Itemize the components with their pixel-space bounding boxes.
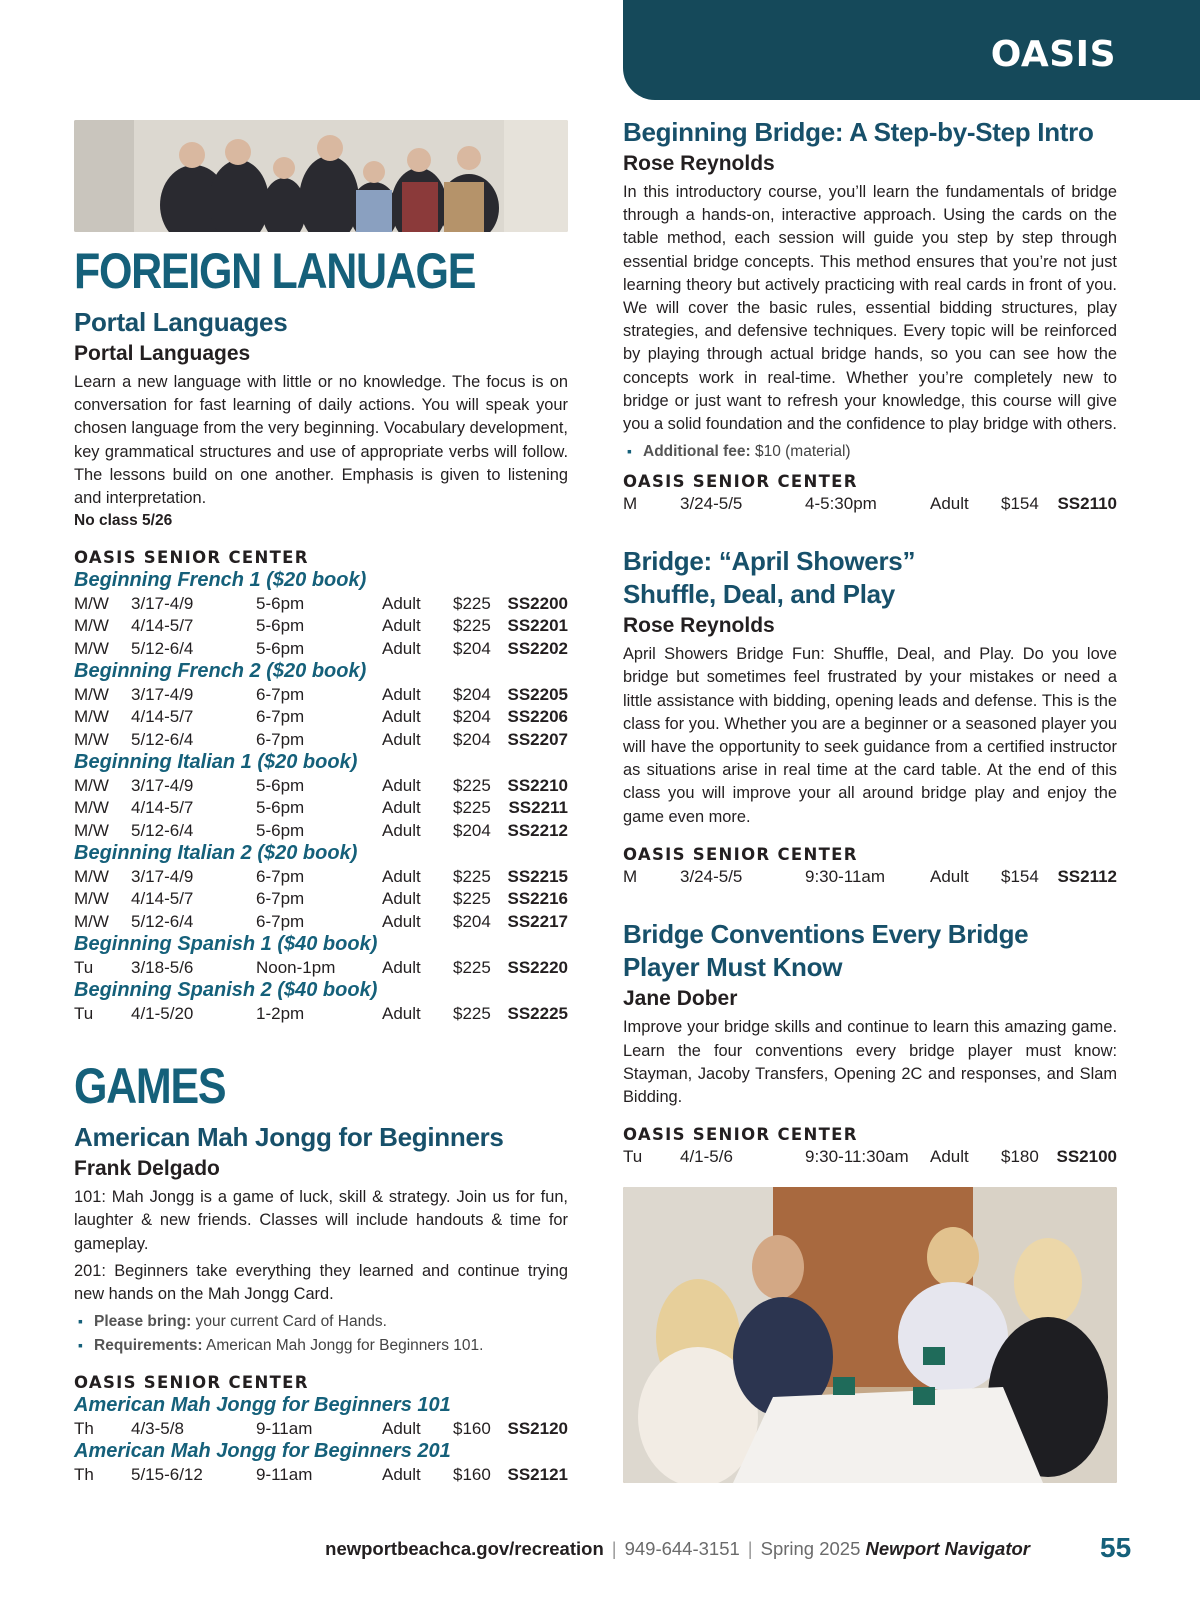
days: M: [623, 866, 638, 886]
instructor-portal-languages: Portal Languages: [74, 342, 251, 365]
bullet-label: Please bring:: [94, 1313, 192, 1331]
course-description: Learn a new language with little or no knowledge. The focus is on conversation for fast learning of daily actions. You will speak your chosen language from the very beginning. Vocabulary development, key grammatical structures and use of appropriate verbs will follow. The lessons build on one another. Emphasis is given to listening and interpretation.: [74, 373, 568, 508]
schedule-row: [623, 493, 1117, 516]
time: 5-6pm: [256, 638, 305, 658]
schedule-group: [74, 979, 568, 1025]
age: Adult: [382, 1003, 421, 1023]
dates: 4/14-5/7: [131, 616, 194, 636]
age: Adult: [382, 707, 421, 727]
age: Adult: [382, 729, 421, 749]
course-code: SS2215: [507, 866, 568, 886]
title-line: Shuffle, Deal, and Play: [623, 579, 895, 610]
fee: $160: [453, 1464, 491, 1484]
time: 1-2pm: [256, 1003, 305, 1023]
course-code: SS2201: [507, 616, 568, 636]
title-line: Player Must Know: [623, 952, 843, 983]
bridge-players-photo: [623, 1187, 1117, 1483]
schedule-row: [74, 797, 568, 820]
course-description-201: 201: Beginners take everything they learned and continue trying new hands on the Mah Jongg Card.: [74, 1261, 568, 1304]
page-footer: [0, 1530, 1200, 1570]
fee: $225: [453, 866, 491, 886]
footer-separator: |: [611, 1538, 617, 1559]
bullet-text: your current Card of Hands.: [195, 1313, 387, 1331]
fee: $160: [453, 1418, 491, 1438]
course-code: SS2210: [507, 775, 568, 795]
bullet-label: Additional fee:: [643, 443, 751, 461]
fee: $225: [453, 775, 491, 795]
age: Adult: [382, 889, 421, 909]
dates: 3/24-5/5: [680, 493, 743, 513]
age: Adult: [382, 957, 421, 977]
schedule-row: [623, 1146, 1117, 1169]
age: Adult: [382, 798, 421, 818]
schedule-row: [74, 729, 568, 752]
age: Adult: [382, 775, 421, 795]
schedule-group-title: Beginning Italian 1 ($20 book): [74, 751, 358, 774]
fee: $204: [453, 729, 491, 749]
days: Th: [74, 1464, 94, 1484]
dates: 3/17-4/9: [131, 684, 194, 704]
schedule-row: [74, 888, 568, 911]
right-column: [623, 116, 1117, 1483]
age: Adult: [382, 1464, 421, 1484]
schedule-row: [74, 638, 568, 661]
schedule-row: [74, 1003, 568, 1026]
dates: 5/12-6/4: [131, 729, 194, 749]
schedule-row: [74, 684, 568, 707]
schedule-row: [74, 866, 568, 889]
dates: 4/1-5/20: [131, 1003, 194, 1023]
age: Adult: [930, 1147, 969, 1167]
schedule-group-title: Beginning Italian 2 ($20 book): [74, 842, 358, 865]
schedule-group: [74, 660, 568, 751]
schedule-row: [74, 957, 568, 980]
schedule-group: [74, 751, 568, 842]
list-item: [94, 1334, 568, 1358]
fee: $225: [453, 1003, 491, 1023]
dates: 5/12-6/4: [131, 638, 194, 658]
days: Th: [74, 1418, 94, 1438]
time: 9-11am: [256, 1418, 313, 1438]
course-title-april-showers: [623, 545, 1117, 611]
header-title: OASIS: [990, 34, 1116, 75]
page-number: 55: [1100, 1532, 1132, 1563]
list-item: [643, 440, 1117, 464]
location-label: OASIS SENIOR CENTER: [74, 1373, 309, 1393]
schedule-row: [74, 593, 568, 616]
course-code: SS2121: [507, 1464, 568, 1484]
course-title-portal-languages: Portal Languages: [74, 307, 288, 337]
days: M/W: [74, 707, 109, 727]
schedule-group-title: American Mah Jongg for Beginners 201: [74, 1440, 451, 1463]
dates: 4/14-5/7: [131, 889, 194, 909]
course-note: No class 5/26: [74, 512, 173, 530]
schedule-group: [74, 1394, 568, 1440]
schedule-group: [74, 569, 568, 660]
schedule-table: [74, 1418, 568, 1441]
fee: $204: [453, 820, 491, 840]
fee: $154: [1001, 493, 1039, 513]
days: Tu: [623, 1147, 643, 1167]
days: M/W: [74, 798, 109, 818]
course-code: SS2212: [507, 820, 568, 840]
days: M/W: [74, 820, 109, 840]
age: Adult: [382, 866, 421, 886]
dates: 4/14-5/7: [131, 707, 194, 727]
dates: 3/24-5/5: [680, 866, 743, 886]
dates: 3/17-4/9: [131, 593, 194, 613]
dates: 4/3-5/8: [131, 1418, 184, 1438]
fee: $225: [453, 889, 491, 909]
course-code: SS2217: [507, 911, 568, 931]
fee: $204: [453, 707, 491, 727]
days: Tu: [74, 1003, 94, 1023]
schedule-row: [74, 615, 568, 638]
age: Adult: [382, 684, 421, 704]
age: Adult: [382, 820, 421, 840]
location-label: OASIS SENIOR CENTER: [623, 471, 858, 491]
time: 4-5:30pm: [805, 493, 877, 513]
course-code: SS2100: [1056, 1147, 1117, 1167]
fee: $180: [1001, 1147, 1039, 1167]
schedule-group: [74, 933, 568, 979]
days: M/W: [74, 638, 109, 658]
schedule-table: [623, 866, 1117, 889]
schedule-row: [623, 866, 1117, 889]
time: 6-7pm: [256, 684, 305, 704]
time: 9:30-11:30am: [805, 1147, 909, 1167]
schedule-row: [74, 911, 568, 934]
schedule-group-title: Beginning French 2 ($20 book): [74, 660, 367, 683]
footer-separator: |: [747, 1538, 753, 1559]
left-column: [74, 120, 568, 1486]
time: 5-6pm: [256, 775, 305, 795]
title-line: Bridge: “April Showers”: [623, 546, 916, 577]
schedule-row: [74, 1464, 568, 1487]
days: M/W: [74, 729, 109, 749]
fee: $204: [453, 684, 491, 704]
days: M/W: [74, 911, 109, 931]
location-label: OASIS SENIOR CENTER: [74, 548, 309, 568]
days: M: [623, 493, 638, 513]
age: Adult: [382, 911, 421, 931]
age: Adult: [930, 493, 969, 513]
days: Tu: [74, 957, 94, 977]
schedule-table: [74, 1003, 568, 1026]
time: Noon-1pm: [256, 957, 336, 977]
course-code: SS2202: [507, 638, 568, 658]
list-item: [94, 1310, 568, 1334]
footer-season: Spring 2025: [760, 1538, 861, 1559]
course-code: SS2211: [508, 798, 568, 818]
course-code: SS2205: [507, 684, 568, 704]
age: Adult: [382, 616, 421, 636]
bullet-text: $10 (material): [754, 443, 851, 461]
course-title-mah-jongg: American Mah Jongg for Beginners: [74, 1122, 504, 1153]
schedule-row: [74, 820, 568, 843]
fee: $154: [1001, 866, 1039, 886]
schedule-group-title: Beginning Spanish 1 ($40 book): [74, 933, 378, 956]
days: M/W: [74, 684, 109, 704]
time: 5-6pm: [256, 820, 305, 840]
bullet-text: American Mah Jongg for Beginners 101.: [205, 1336, 484, 1354]
age: Adult: [382, 638, 421, 658]
course-code: SS2110: [1057, 493, 1117, 513]
title-line: Bridge Conventions Every Bridge: [623, 919, 1029, 950]
schedule-row: [74, 1418, 568, 1441]
time: 6-7pm: [256, 729, 305, 749]
time: 5-6pm: [256, 798, 305, 818]
days: M/W: [74, 616, 109, 636]
course-code: SS2220: [507, 957, 568, 977]
schedule-group-title: Beginning Spanish 2 ($40 book): [74, 979, 378, 1002]
bullet-label: Requirements:: [94, 1336, 203, 1354]
age: Adult: [382, 1418, 421, 1438]
course-description: Improve your bridge skills and continue to learn this amazing game. Learn the four conventions every bridge player must know: Stayman, Jacoby Transfers, Opening 2C and responses, and Slam Bidding.: [623, 1018, 1117, 1106]
course-code: SS2120: [507, 1418, 568, 1438]
instructor-frank-delgado: Frank Delgado: [74, 1157, 220, 1181]
time: 6-7pm: [256, 707, 305, 727]
time: 9:30-11am: [805, 866, 886, 886]
schedule-table: [623, 1146, 1117, 1169]
group-photo: [74, 120, 568, 232]
section-title-games: GAMES: [74, 1058, 226, 1115]
time: 9-11am: [256, 1464, 313, 1484]
age: Adult: [382, 593, 421, 613]
schedule-table: [74, 957, 568, 980]
days: M/W: [74, 775, 109, 795]
course-code: SS2225: [507, 1003, 568, 1023]
footer-magazine: Newport Navigator: [865, 1538, 1030, 1559]
dates: 5/12-6/4: [131, 911, 194, 931]
time: 6-7pm: [256, 866, 305, 886]
schedule-table: [74, 684, 568, 752]
section-title-foreign-language: FOREIGN LANUAGE: [74, 243, 476, 299]
schedule-row: [74, 775, 568, 798]
days: M/W: [74, 866, 109, 886]
time: 5-6pm: [256, 616, 305, 636]
dates: 4/1-5/6: [680, 1147, 733, 1167]
fee-list: [623, 440, 1117, 464]
course-title-beginning-bridge: Beginning Bridge: A Step-by-Step Intro: [623, 117, 1094, 147]
course-title-bridge-conventions: [623, 918, 1117, 984]
schedule-table: [623, 493, 1117, 516]
dates: 3/17-4/9: [131, 775, 194, 795]
fee: $225: [453, 798, 491, 818]
time: 5-6pm: [256, 593, 305, 613]
fee: $225: [453, 616, 491, 636]
location-label: OASIS SENIOR CENTER: [623, 1125, 858, 1145]
footer-text: [325, 1538, 1030, 1560]
fee: $204: [453, 911, 491, 931]
location-label: OASIS SENIOR CENTER: [623, 844, 858, 864]
schedule-group-title: Beginning French 1 ($20 book): [74, 569, 367, 592]
footer-url[interactable]: newportbeachca.gov/recreation: [325, 1538, 604, 1559]
fee: $225: [453, 957, 491, 977]
instructor-rose-reynolds: Rose Reynolds: [623, 614, 775, 638]
time: 6-7pm: [256, 889, 305, 909]
course-code: SS2200: [507, 593, 568, 613]
header-tab: [623, 0, 1200, 100]
instructor-jane-dober: Jane Dober: [623, 987, 738, 1011]
dates: 4/14-5/7: [131, 798, 194, 818]
schedule-table: [74, 1464, 568, 1487]
dates: 3/18-5/6: [131, 957, 194, 977]
schedule-table: [74, 866, 568, 934]
schedule-group-title: American Mah Jongg for Beginners 101: [74, 1394, 451, 1417]
schedule-row: [74, 706, 568, 729]
dates: 5/12-6/4: [131, 820, 194, 840]
days: M/W: [74, 593, 109, 613]
instructor-rose-reynolds: Rose Reynolds: [623, 152, 775, 175]
days: M/W: [74, 889, 109, 909]
schedule-group: [74, 1440, 568, 1486]
dates: 3/17-4/9: [131, 866, 194, 886]
schedule-table: [74, 593, 568, 661]
course-code: SS2207: [507, 729, 568, 749]
dates: 5/15-6/12: [131, 1464, 203, 1484]
course-description-101: 101: Mah Jongg is a game of luck, skill & strategy. Join us for fun, laughter & new friends. Classes will include handouts & time for gameplay.: [74, 1188, 568, 1253]
age: Adult: [930, 866, 969, 886]
requirements-list: [74, 1310, 568, 1357]
course-description: April Showers Bridge Fun: Shuffle, Deal, and Play. Do you love bridge but sometimes feel frustrated by your mistakes or need a little assistance with bidding, opening leads and defense. This is the class for you. Whether you are a beginner or a seasoned player you will have the opportunity to seek guidance from a certified instructor as situations arise in real time at the card table. At the end of this class you will improve your all around bridge play and enjoy the game even more.: [623, 645, 1117, 826]
schedule-table: [74, 775, 568, 843]
schedule-group: [74, 842, 568, 933]
course-code: SS2206: [507, 707, 568, 727]
course-description: In this introductory course, you’ll learn the fundamentals of bridge through a hands-on, interactive approach. Using the cards on the table method, each session will guide you step by step through essential bridge concepts. This method ensures that you’re not just learning theory but actively practicing with real cards in front of you. We will cover the basic rules, essential bidding structures, play strategies, and defensive techniques. Every topic will be reinforced by playing through actual bridge hands, so you can see how the concepts work in real-time. Whether you’re completely new to bridge or just want to refresh your knowledge, this course will give you a solid foundation and the confidence to play bridge with others.: [623, 183, 1117, 434]
course-code: SS2112: [1057, 866, 1117, 886]
fee: $225: [453, 593, 491, 613]
time: 6-7pm: [256, 911, 305, 931]
footer-phone: 949-644-3151: [624, 1538, 740, 1559]
course-code: SS2216: [507, 889, 568, 909]
fee: $204: [453, 638, 491, 658]
